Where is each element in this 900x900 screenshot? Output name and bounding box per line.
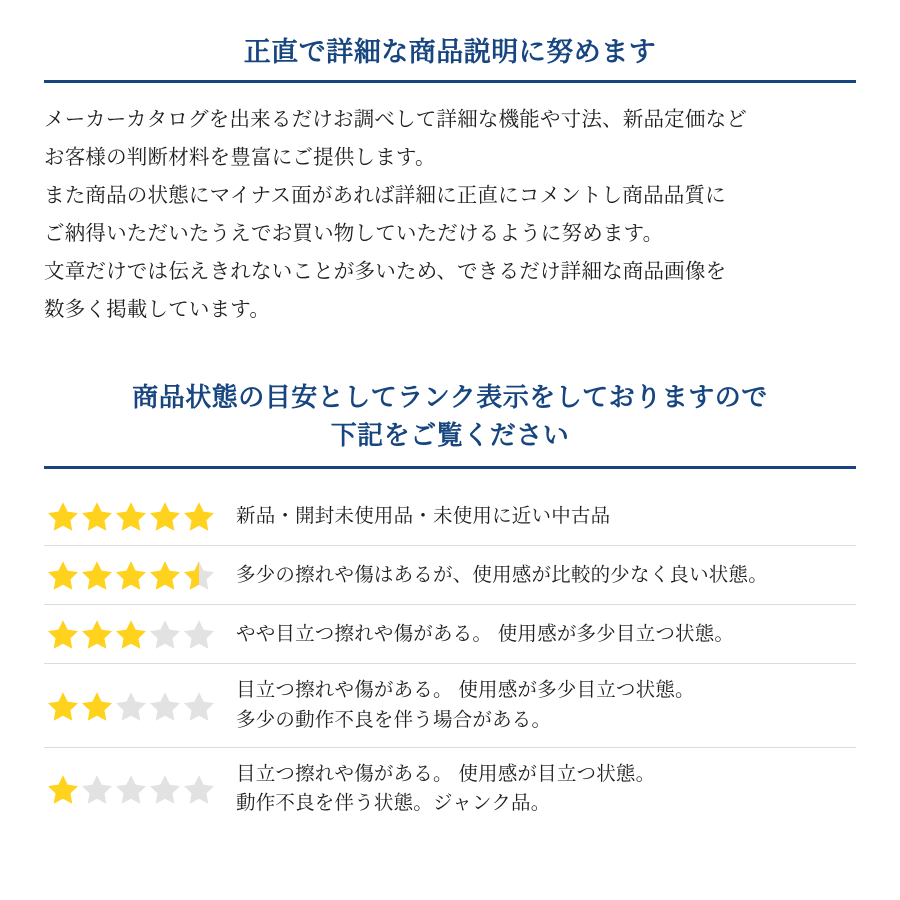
- rank-description-line: 動作不良を伴う状態。ジャンク品。: [236, 792, 551, 815]
- rank-title: [44, 373, 856, 466]
- rank-description-line: 目立つ擦れや傷がある。 使用感が多少目立つ状態。: [236, 679, 695, 702]
- rank-row: [44, 546, 856, 605]
- rank-stars: [44, 772, 226, 806]
- star-icon: [182, 617, 216, 651]
- rank-description-line: 目立つ擦れや傷がある。 使用感が目立つ状態。: [236, 762, 656, 785]
- star-icon: [148, 772, 182, 806]
- description-title-divider: [44, 80, 856, 83]
- star-icon: [80, 689, 114, 723]
- rank-description: [226, 676, 695, 735]
- description-line: 文章だけでは伝えきれないことが多いため、できるだけ詳細な商品画像を: [44, 260, 727, 284]
- rank-stars: [44, 558, 226, 592]
- star-icon: [148, 689, 182, 723]
- rank-description: [226, 620, 734, 649]
- rank-description-line: 多少の動作不良を伴う場合がある。: [236, 708, 552, 731]
- description-line: お客様の判断材料を豊富にご提供します。: [44, 146, 436, 170]
- rank-row: [44, 487, 856, 546]
- star-icon: [46, 558, 80, 592]
- rank-stars: [44, 689, 226, 723]
- rank-description: [226, 760, 655, 819]
- rank-title-line-2: 下記をご覧ください: [330, 419, 570, 450]
- rank-stars: [44, 499, 226, 533]
- star-icon: [114, 689, 148, 723]
- star-icon: [148, 558, 182, 592]
- rank-title-line-1: 商品状態の目安としてランク表示をしておりますので: [132, 381, 768, 412]
- rank-section: [44, 373, 856, 830]
- star-icon: [114, 772, 148, 806]
- rank-row: [44, 664, 856, 748]
- description-title: 正直で詳細な商品説明に努めます: [243, 37, 657, 67]
- star-icon: [114, 499, 148, 533]
- description-section: [44, 28, 856, 329]
- star-icon: [46, 772, 80, 806]
- rank-row: [44, 605, 856, 664]
- star-icon: [114, 558, 148, 592]
- star-icon: [182, 772, 216, 806]
- star-icon: [148, 499, 182, 533]
- rank-description-line: 多少の擦れや傷はあるが、使用感が比較的少なく良い状態。: [236, 563, 768, 586]
- description-line: また商品の状態にマイナス面があれば詳細に正直にコメントし商品品質に: [44, 184, 726, 208]
- rank-list: [44, 487, 856, 830]
- rank-stars: [44, 617, 226, 651]
- rank-description: [226, 502, 610, 531]
- rank-description: [226, 561, 768, 590]
- star-icon: [80, 617, 114, 651]
- description-line: メーカーカタログを出来るだけお調べして詳細な機能や寸法、新品定価など: [44, 108, 747, 132]
- rank-description-line: 新品・開封未使用品・未使用に近い中古品: [236, 504, 611, 527]
- star-icon: [80, 772, 114, 806]
- star-icon: [182, 689, 216, 723]
- description-body: [44, 101, 856, 329]
- star-icon: [80, 499, 114, 533]
- star-icon: [182, 558, 216, 592]
- star-icon: [80, 558, 114, 592]
- description-line: 数多く掲載しています。: [44, 298, 271, 322]
- rank-row: [44, 748, 856, 831]
- rank-description-line: やや目立つ擦れや傷がある。 使用感が多少目立つ状態。: [236, 622, 735, 645]
- star-icon: [46, 689, 80, 723]
- star-icon: [114, 617, 148, 651]
- star-icon: [46, 617, 80, 651]
- rank-title-divider: [44, 466, 856, 469]
- description-line: ご納得いただいたうえでお買い物していただけるように努めます。: [44, 222, 664, 246]
- star-icon: [148, 617, 182, 651]
- star-icon: [182, 499, 216, 533]
- star-icon: [46, 499, 80, 533]
